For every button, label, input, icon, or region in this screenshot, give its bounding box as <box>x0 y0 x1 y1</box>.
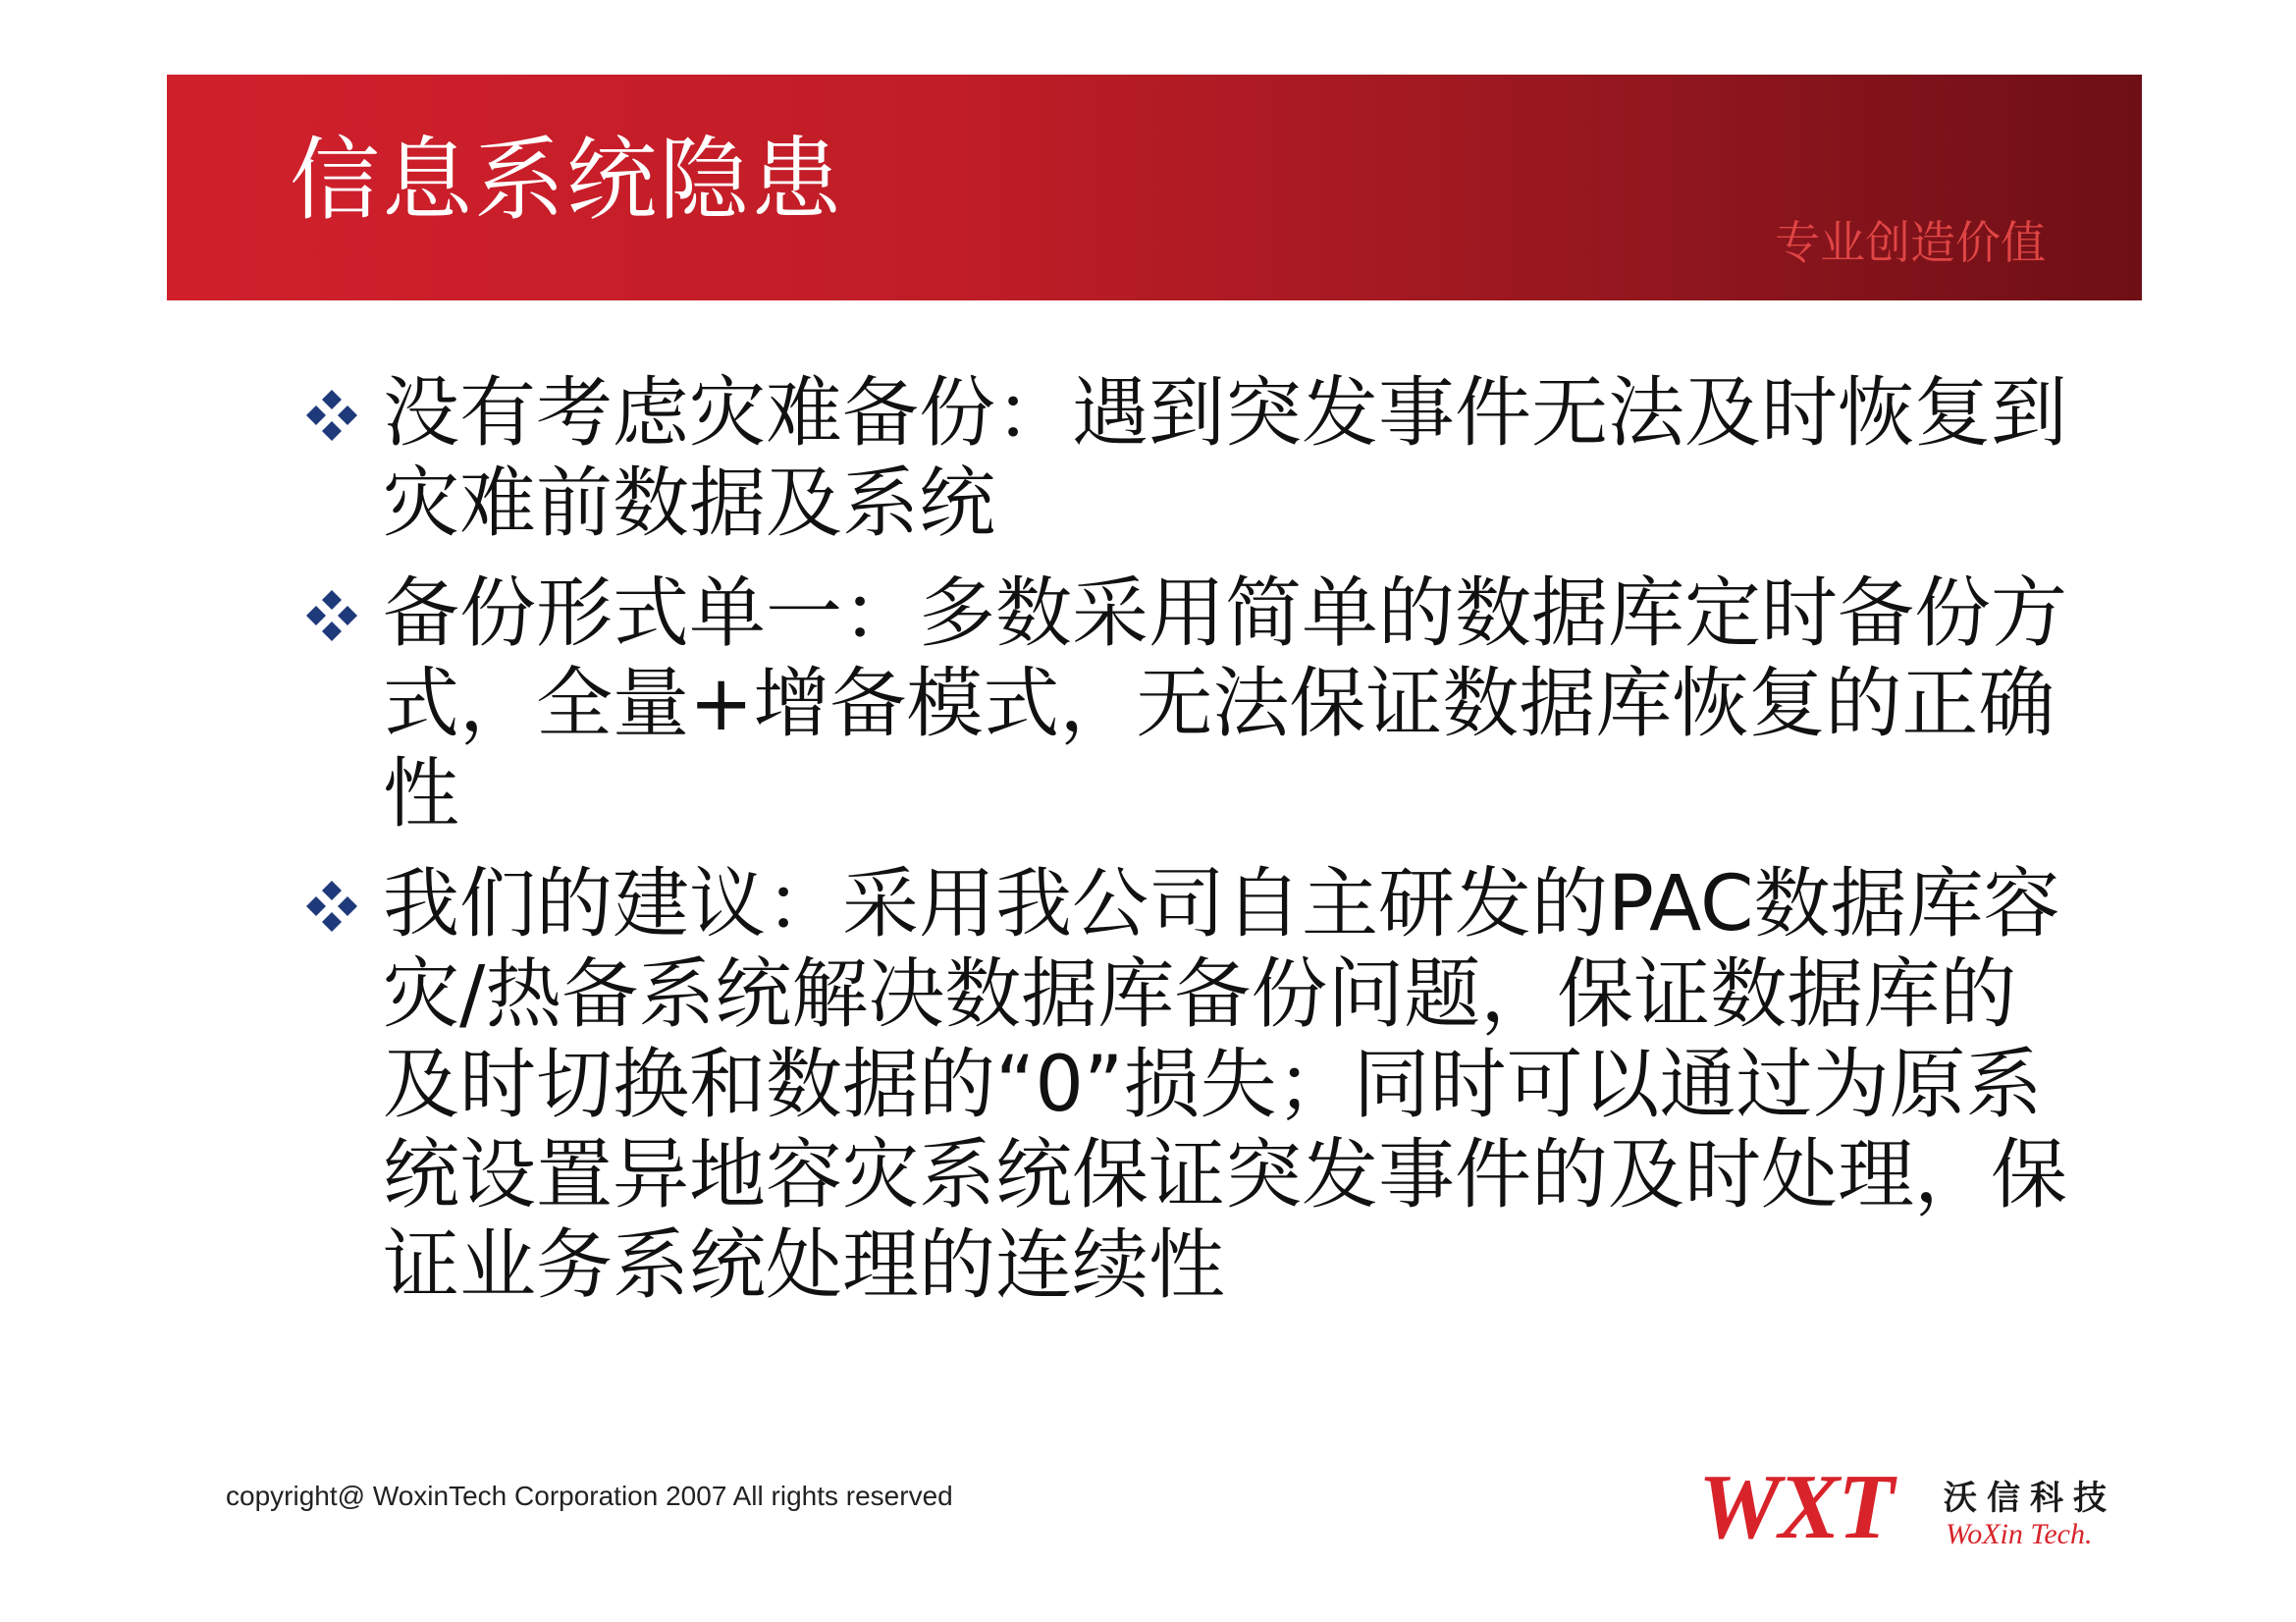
bullet-item <box>304 568 2071 839</box>
bullet-item <box>304 368 2071 549</box>
slogan: 专业创造价值 <box>1775 216 2046 269</box>
bullet-text: 备份形式单一：多数采用简单的数据库定时备份方式，全量+增备模式，无法保证数据库恢复的正确性 <box>383 569 2068 838</box>
slide-title: 信息系统隐患 <box>290 128 844 233</box>
logo-english-name: WoXin Tech. <box>1946 1518 2093 1550</box>
header-banner <box>167 75 2142 300</box>
bullet-text: 没有考虑灾难备份：遇到突发事件无法及时恢复到灾难前数据及系统 <box>383 369 2068 548</box>
logo-mark: WXT <box>1698 1456 1893 1558</box>
footer-copyright: copyright@ WoxinTech Corporation 2007 All rights reserved <box>226 1481 953 1511</box>
bullet-item <box>304 859 2071 1311</box>
four-diamond-bullet-icon <box>304 388 359 443</box>
four-diamond-bullet-icon <box>304 879 359 934</box>
four-diamond-bullet-icon <box>304 588 359 643</box>
company-logo <box>1698 1456 2140 1559</box>
bullet-list <box>304 368 2071 1330</box>
logo-chinese-name: 沃信科技 <box>1944 1479 2116 1518</box>
bullet-text: 我们的建议：采用我公司自主研发的PAC数据库容灾/热备系统解决数据库备份问题，保证数据库的及时切换和数据的“0”损失；同时可以通过为原系统设置异地容灾系统保证突发事件的及时处理，保证业务系统处理的连续性 <box>383 860 2068 1310</box>
